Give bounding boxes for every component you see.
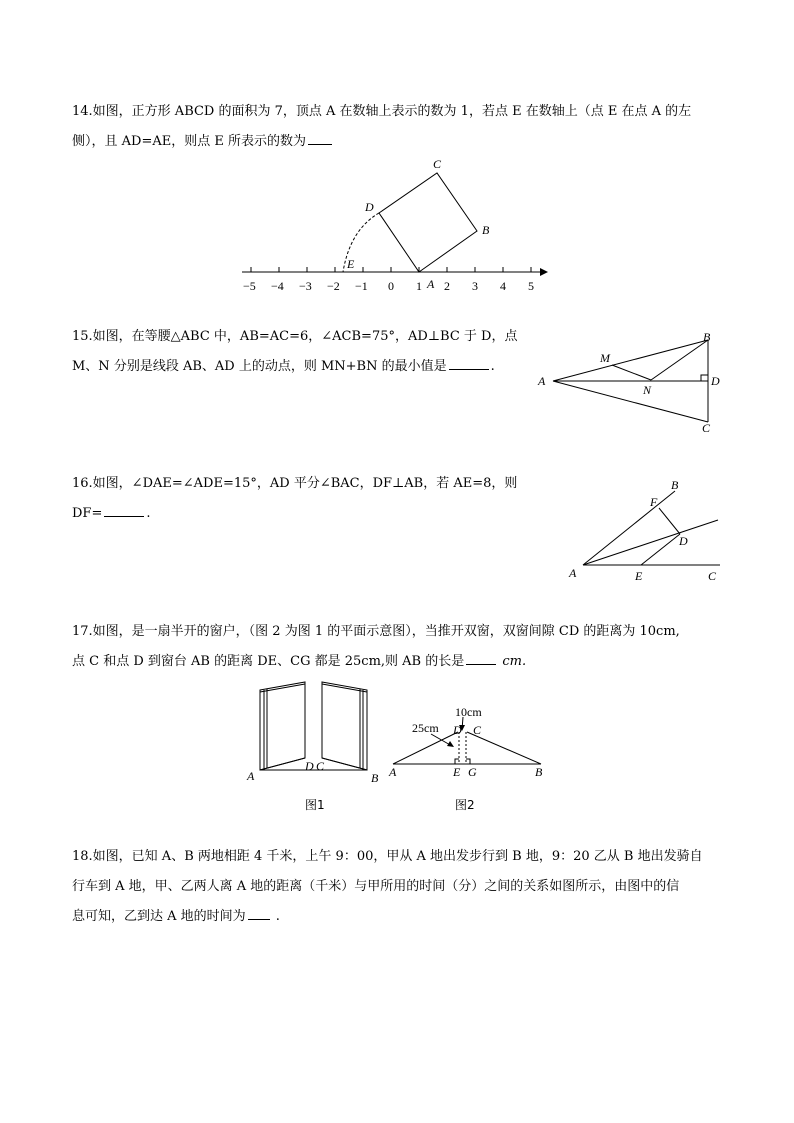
tick-label: −2	[327, 279, 340, 293]
dim-10cm: 10cm	[455, 705, 482, 719]
q18-line-3-end: .	[275, 909, 280, 924]
label-b: B	[703, 330, 711, 344]
tick-label: 0	[388, 279, 394, 293]
label-c: C	[473, 723, 482, 737]
q14-figure	[238, 155, 558, 300]
ray-ab	[583, 491, 675, 565]
question-14	[72, 97, 732, 157]
q17-figure-2	[385, 678, 565, 818]
q17-line-2-end: cm.	[502, 654, 527, 669]
label-c: C	[702, 421, 711, 435]
left-window-top	[260, 684, 305, 692]
tick-labels	[243, 279, 534, 293]
q16-line-2-end: .	[146, 506, 151, 521]
q15-answer-blank[interactable]	[449, 355, 489, 370]
right-window-top	[322, 684, 367, 692]
caption-figure-1: 图1	[305, 798, 325, 812]
label-a: A	[538, 374, 546, 388]
tick-label: −3	[299, 279, 312, 293]
label-b: B	[482, 223, 490, 237]
tick-label: −1	[355, 279, 368, 293]
q16-line-2-text: DF=	[72, 506, 103, 521]
q18-answer-blank[interactable]	[248, 905, 270, 920]
segment-ad	[393, 732, 458, 764]
caption-figure-2: 图2	[455, 798, 475, 812]
label-c: C	[316, 759, 325, 773]
q14-line-2	[72, 127, 732, 157]
q16-line-1: 16.如图，∠DAE=∠ADE=15°，AD 平分∠BAC，DF⊥AB，若 AE=8，则	[72, 476, 518, 491]
label-f: F	[650, 495, 658, 509]
tick-label: 4	[500, 279, 506, 293]
q15-line-2-end: .	[490, 359, 495, 374]
question-17	[72, 617, 732, 677]
ray-ad	[583, 520, 718, 565]
label-a: A	[427, 277, 435, 291]
q17-figure-1	[245, 678, 385, 818]
segment-df	[659, 508, 680, 534]
label-m: M	[600, 351, 610, 365]
label-e: E	[347, 257, 355, 271]
label-d: D	[305, 759, 314, 773]
dim-25cm: 25cm	[412, 721, 439, 735]
segment-mn	[612, 365, 651, 380]
right-angle-mark-g	[466, 759, 470, 764]
q17-line-2	[72, 647, 732, 677]
label-a: A	[569, 566, 577, 580]
label-a: A	[389, 765, 397, 779]
q16-figure	[565, 477, 735, 587]
tick-label: 5	[528, 279, 534, 293]
tick-label: −5	[243, 279, 256, 293]
q14-line-1: 14.如图，正方形 ABCD 的面积为 7，顶点 A 在数轴上表示的数为 1，若点 E 在数轴上（点 E 在点 A 的左	[72, 104, 692, 119]
label-b: B	[671, 478, 679, 492]
q18-line-2: 行车到 A 地，甲、乙两人离 A 地的距离（千米）与甲所用的时间（分）之间的关系如图所示，由图中的信	[72, 879, 680, 894]
label-b: B	[535, 765, 543, 779]
tick-label: 3	[472, 279, 478, 293]
label-a: A	[247, 769, 255, 783]
q17-line-1: 17.如图，是一扇半开的窗户，（图 2 为图 1 的平面示意图），当推开双窗，双窗间隙 CD 的距离为 10cm,	[72, 624, 680, 639]
q14-answer-blank[interactable]	[308, 130, 332, 145]
label-d: D	[679, 534, 688, 548]
segment-ab	[553, 340, 708, 381]
right-angle-mark-e	[455, 759, 459, 764]
q17-answer-blank[interactable]	[466, 650, 496, 665]
q18-line-3-text: 息可知，乙到达 A 地的时间为	[72, 909, 246, 924]
square-abcd	[379, 173, 477, 272]
tick-label: −4	[271, 279, 284, 293]
q17-line-2-text: 点 C 和点 D 到窗台 AB 的距离 DE、CG 都是 25cm,则 AB 的长是	[72, 654, 465, 669]
label-b: B	[371, 771, 379, 785]
question-18	[72, 842, 732, 932]
label-d: D	[453, 723, 462, 737]
number-line-arrow	[540, 268, 548, 276]
label-g: G	[468, 765, 477, 779]
label-n: N	[643, 383, 652, 397]
segment-nb	[651, 340, 708, 380]
q14-line-2-text: 侧），且 AD=AE，则点 E 所表示的数为	[72, 134, 306, 149]
q15-figure	[535, 328, 735, 438]
q18-line-3	[72, 902, 732, 932]
segment-ac	[553, 381, 708, 422]
label-c: C	[708, 569, 717, 583]
label-d: D	[365, 200, 374, 214]
q15-line-1: 15.如图，在等腰△ABC 中，AB=AC=6，∠ACB=75°，AD⊥BC 于 D，点	[72, 329, 518, 344]
label-c: C	[433, 157, 442, 171]
right-angle-mark-d	[701, 375, 708, 381]
q18-line-1: 18.如图，已知 A、B 两地相距 4 千米，上午 9：00，甲从 A 地出发步行到 B 地，9：20 乙从 B 地出发骑自	[72, 849, 703, 864]
tick-label: 1	[416, 279, 422, 293]
label-e: E	[635, 569, 643, 583]
tick-label: 2	[444, 279, 450, 293]
q16-answer-blank[interactable]	[104, 502, 144, 517]
tick-marks	[251, 267, 531, 272]
label-d: D	[711, 374, 720, 388]
label-e: E	[453, 765, 461, 779]
q15-line-2-text: M、N 分别是线段 AB、AD 上的动点，则 MN+BN 的最小值是	[72, 359, 447, 374]
